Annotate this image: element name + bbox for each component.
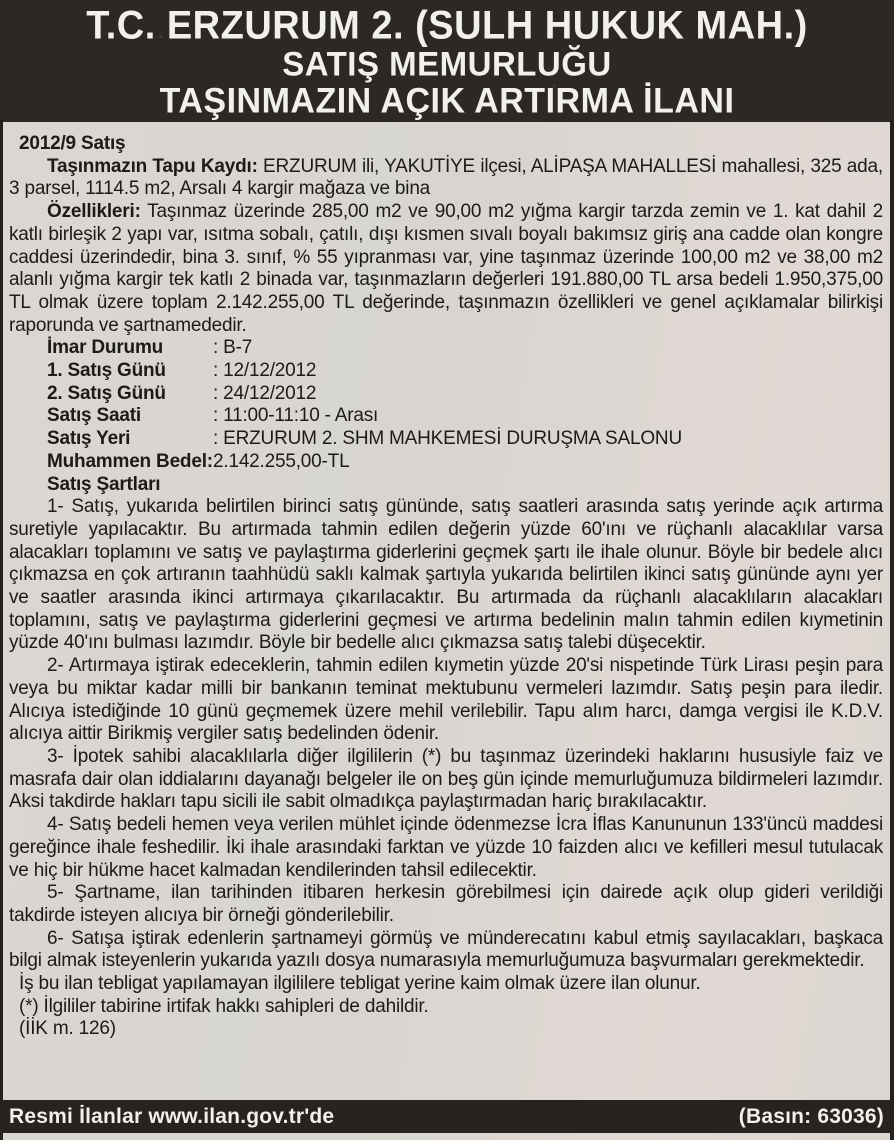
case-number: 2012/9 Satış [19, 133, 126, 154]
field-row-second-sale-day [47, 383, 883, 406]
sale-details-list [47, 337, 883, 473]
sale-conditions-title: Satış Şartları [47, 473, 161, 495]
footer-bar [0, 1100, 894, 1133]
field-value: : 12/12/2012 [213, 360, 317, 382]
field-label: Satış Yeri [47, 428, 131, 450]
field-row-zoning [47, 337, 883, 360]
property-features-label: Özellikleri: [47, 201, 141, 223]
sale-condition-5: 5- Şartname, ilan tarihinden itibaren herkesin görebilmesi için dairede açık olup gideri verildiği takdirde isteyen alıcıya bir örneği gönderilebilir. [9, 882, 883, 926]
deed-record-label: Taşınmazın Tapu Kaydı: [47, 155, 258, 177]
sale-condition-4: 4- Satış bedeli hemen veya verilen mühlet içinde ödenmezse İcra İflas Kanununun 133'üncü maddesi gereğince ihale feshedilir. İki ihale arasındaki farktan ve yüzde 10 faizden alıcı ve kefilleri mesul tutulacak ve hiç bir hükme hacet kalmadan kendilerinden tahsil edilecektir. [9, 814, 883, 881]
field-value: : ERZURUM 2. SHM MAHKEMESİ DURUŞMA SALONU [213, 428, 682, 450]
field-row-sale-place [47, 428, 883, 451]
footer-official-ads-text: Resmi İlanlar www.ilan.gov.tr'de [9, 1104, 335, 1128]
field-row-appraised-value [47, 451, 883, 474]
field-label: Satış Saati [47, 405, 141, 427]
sale-condition-6: 6- Satışa iştirak edenlerin şartnameyi görmüş ve münderecatını kabul etmiş sayılacakları, başkaca bilgi almak isteyenlerin yukarıda yazılı dosya numarasıyla memurluğumuza başvurmaları gerekmektedir. [9, 927, 883, 972]
property-features-text: Taşınmaz üzerinde 285,00 m2 ve 90,00 m2 yığma kargir tarzda zemin ve 1. kat dahil 2 katlı birleşik 2 yapı var, ısıtma sobalı, çatılı, dışı kısmen sıvalı boyalı bakımsız giriş ana cadde olan kongre caddesi üzerindedir, bina 3. sınıf, % 55 yıpranması var, yine taşınmaz üzerinde 100,00 m2 ve 38,00 m2 alanlı yığma kargir tek katlı 2 binada var, taşınmazların değerleri 191.880,00 TL arsa bedeli 1.950,375,00 TL olmak üzere toplam 2.142.255,00 TL değerinde, taşınmazın özellikleri ve genel açıklamalar bilirkişi raporunda ve şartnamededir. [9, 201, 883, 336]
deed-record-paragraph [9, 156, 883, 201]
law-reference: (İİK m. 126) [19, 1018, 116, 1040]
masthead-court-title: T.C. ERZURUM 2. (SULH HUKUK MAH.) [86, 4, 808, 48]
field-value: : 11:00-11:10 - Arası [213, 405, 379, 427]
sale-condition-3: 3- İpotek sahibi alacaklılarla diğer ilgililerin (*) bu taşınmaz üzerindeki haklarını hususiyle faiz ve masrafa dair olan iddialarını dayanağı belgeler ile on beş gün içinde memurluğumuza bildirmeleri lazımdır. Aksi takdirde hakları tapu sicili ile sabit olmadıkça paylaştırmadan hariç bırakılacaktır. [9, 745, 883, 813]
notice-masthead [0, 0, 894, 122]
field-label: 1. Satış Günü [47, 360, 166, 382]
notice-body [0, 122, 894, 1041]
footer-press-number: (Basın: 63036) [738, 1104, 884, 1128]
field-value: : B-7 [213, 337, 253, 359]
sale-condition-2: 2- Artırmaya iştirak edeceklerin, tahmin edilen kıymetin yüzde 20'si nispetinde Türk Lirası peşin para veya bu miktar kadar milli bir bankanın teminat mektubunu vermeleri lazımdır. Satış peşin para iledir. Alıcıya istediğinde 10 günü geçmemek üzere mehil verilebilir. Tapu alım harcı, damga vergisi ile K.D.V. alıcıya aittir Birikmiş vergiler satış bedelinden ödenir. [9, 655, 883, 745]
footnote: (*) İlgililer tabirine irtifak hakkı sahipleri de dahildir. [19, 995, 429, 1017]
property-features-paragraph [9, 201, 883, 337]
masthead-notice-title: TAŞINMAZIN AÇIK ARTIRMA İLANI [159, 81, 735, 121]
field-value: : 24/12/2012 [213, 382, 317, 404]
field-row-sale-time [47, 405, 883, 428]
field-label: İmar Durumu [47, 337, 164, 359]
sale-condition-1: 1- Satış, yukarıda belirtilen birinci satış gününde, satış saatleri arasında satış yerinde açık artırma suretiyle yapılacaktır. Bu artırmada tahmin edilen değerin yüzde 60'ını ve rüçhanlı alacaklılar varsa alacakları toplamını ve satış ve paylaştırma giderlerini geçmek şartı ile ihale olunur. Böyle bir bedele alıcı çıkmazsa en çok artıranın taahhüdü saklı kalmak şartıyla yukarıda belirtilen ikinci satış gününde aynı yer ve saatler arasında ikinci artırmaya çıkarılacaktır. Bu artırmada da rüçhanlı alacaklıların alacakları toplamını, satış ve paylaştırma giderlerini geçmesi ve artırma bedelinin malın tahmin edilen kıymetinin yüzde 40'ını bulması lazımdır. Böyle bir bedelle alıcı çıkmazsa satış talebi düşecektir. [9, 496, 883, 654]
field-value: 2.142.255,00-TL [213, 450, 350, 472]
field-row-first-sale-day [47, 360, 883, 383]
closing-note: İş bu ilan tebligat yapılamayan ilgililere tebligat yerine kaim olmak üzere ilan olunur. [19, 973, 701, 995]
field-label: Muhammen Bedel: [47, 450, 213, 472]
deed-record-text: ERZURUM ili, YAKUTİYE ilçesi, ALİPAŞA MAHALLESİ mahallesi, 325 ada, 3 parsel, 1114.5 m2, Arsalı 4 kargir mağaza ve bina [9, 155, 883, 200]
masthead-office-title: SATIŞ MEMURLUĞU [282, 44, 612, 83]
field-label: 2. Satış Günü [47, 382, 166, 404]
